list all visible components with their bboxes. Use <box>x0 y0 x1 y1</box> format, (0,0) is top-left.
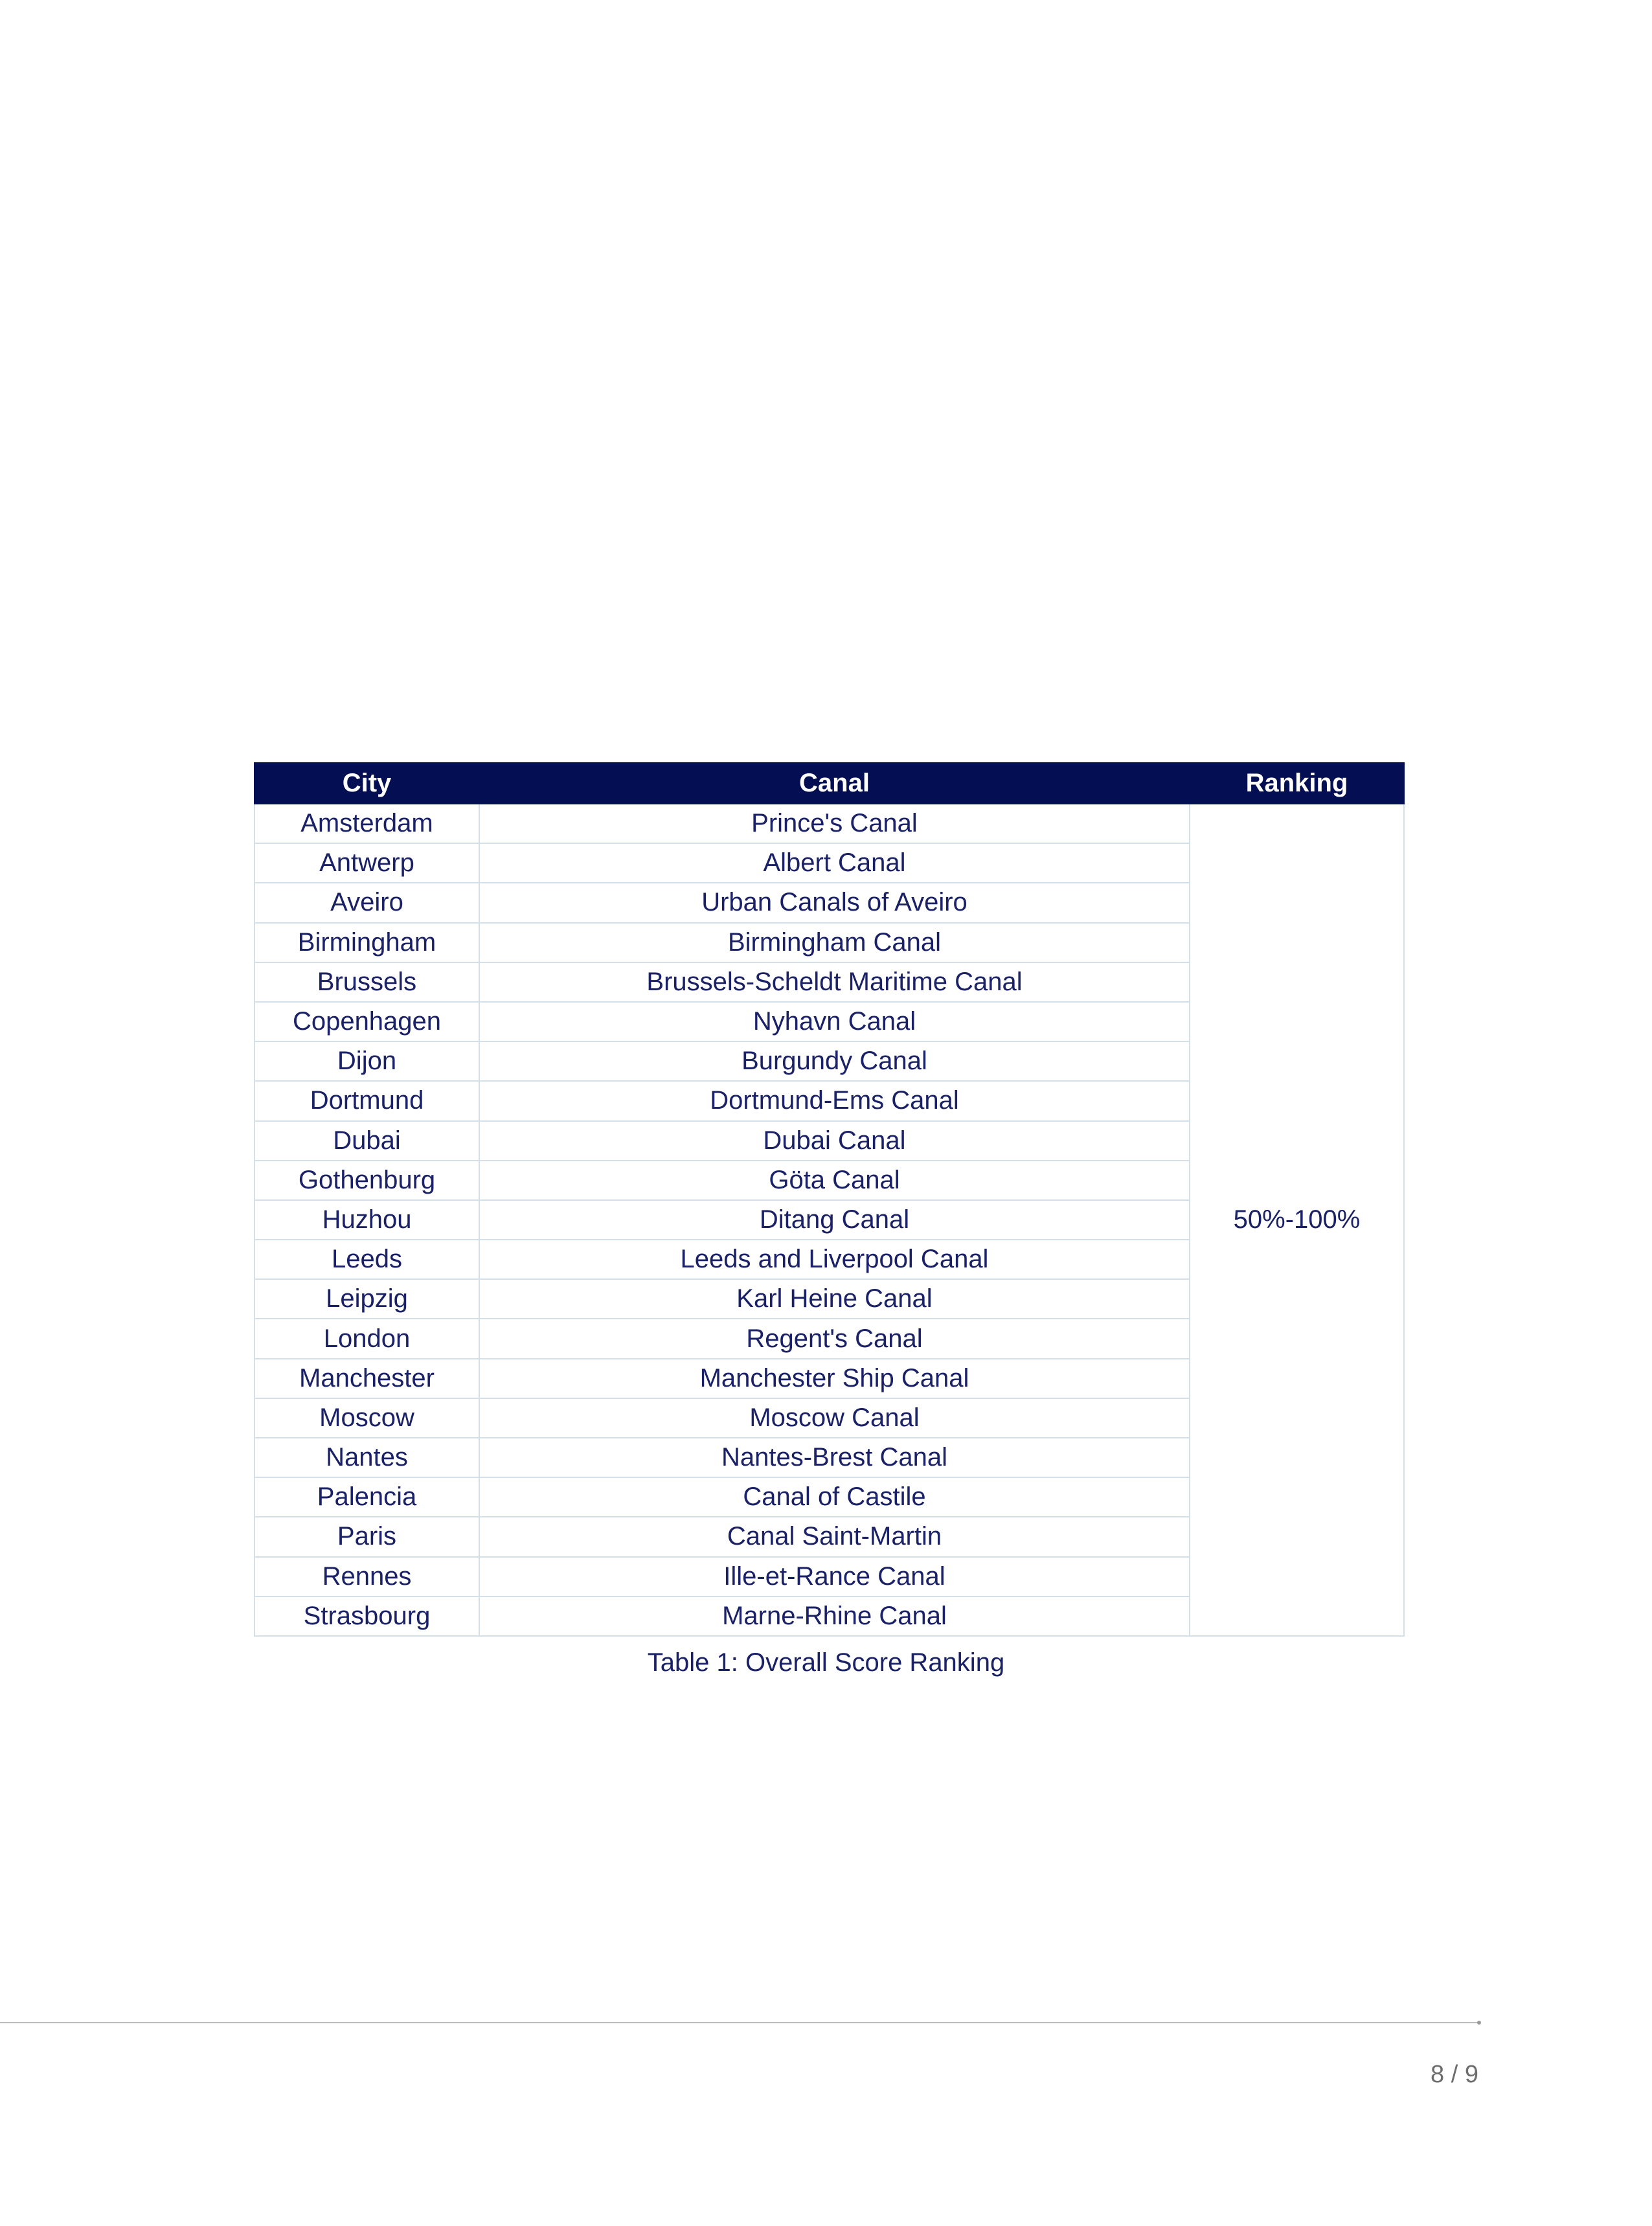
canal-cell: Dubai Canal <box>479 1121 1190 1161</box>
city-cell: Huzhou <box>255 1200 479 1240</box>
city-cell: Aveiro <box>255 883 479 922</box>
canal-cell: Göta Canal <box>479 1161 1190 1200</box>
canal-cell: Prince's Canal <box>479 804 1190 843</box>
footer-divider <box>0 2022 1478 2023</box>
table-header-row <box>255 763 1404 804</box>
city-cell: Dubai <box>255 1121 479 1161</box>
canal-cell: Burgundy Canal <box>479 1041 1190 1081</box>
canal-cell: Moscow Canal <box>479 1398 1190 1438</box>
city-cell: Manchester <box>255 1359 479 1398</box>
city-cell: Antwerp <box>255 843 479 883</box>
city-cell: Amsterdam <box>255 804 479 843</box>
header-ranking: Ranking <box>1190 763 1404 804</box>
canal-cell: Karl Heine Canal <box>479 1279 1190 1319</box>
canal-cell: Urban Canals of Aveiro <box>479 883 1190 922</box>
header-canal: Canal <box>479 763 1190 804</box>
header-city: City <box>255 763 479 804</box>
canal-cell: Canal Saint-Martin <box>479 1517 1190 1556</box>
canal-cell: Brussels-Scheldt Maritime Canal <box>479 962 1190 1002</box>
canal-cell: Ille-et-Rance Canal <box>479 1557 1190 1596</box>
canal-cell: Regent's Canal <box>479 1319 1190 1358</box>
city-cell: Copenhagen <box>255 1002 479 1041</box>
canal-cell: Manchester Ship Canal <box>479 1359 1190 1398</box>
city-cell: Nantes <box>255 1438 479 1477</box>
footer-divider-dot <box>1477 2021 1481 2025</box>
city-cell: Gothenburg <box>255 1161 479 1200</box>
canal-cell: Canal of Castile <box>479 1477 1190 1517</box>
table-row <box>255 804 1404 843</box>
city-cell: Moscow <box>255 1398 479 1438</box>
city-cell: Strasbourg <box>255 1596 479 1636</box>
canal-cell: Nyhavn Canal <box>479 1002 1190 1041</box>
city-cell: Dijon <box>255 1041 479 1081</box>
city-cell: Leeds <box>255 1240 479 1279</box>
canal-cell: Nantes-Brest Canal <box>479 1438 1190 1477</box>
table-body <box>255 804 1404 1636</box>
canal-cell: Albert Canal <box>479 843 1190 883</box>
city-cell: Brussels <box>255 962 479 1002</box>
canal-cell: Ditang Canal <box>479 1200 1190 1240</box>
city-cell: Palencia <box>255 1477 479 1517</box>
city-cell: Paris <box>255 1517 479 1556</box>
canal-cell: Marne-Rhine Canal <box>479 1596 1190 1636</box>
table-caption: Table 1: Overall Score Ranking <box>647 1648 1005 1677</box>
canal-cell: Leeds and Liverpool Canal <box>479 1240 1190 1279</box>
canal-cell: Birmingham Canal <box>479 923 1190 962</box>
city-cell: London <box>255 1319 479 1358</box>
canal-cell: Dortmund-Ems Canal <box>479 1081 1190 1120</box>
ranking-cell: 50%-100% <box>1190 804 1404 1636</box>
city-cell: Birmingham <box>255 923 479 962</box>
ranking-table <box>254 762 1405 1637</box>
city-cell: Rennes <box>255 1557 479 1596</box>
city-cell: Leipzig <box>255 1279 479 1319</box>
page-number: 8 / 9 <box>1431 2061 1478 2088</box>
city-cell: Dortmund <box>255 1081 479 1120</box>
